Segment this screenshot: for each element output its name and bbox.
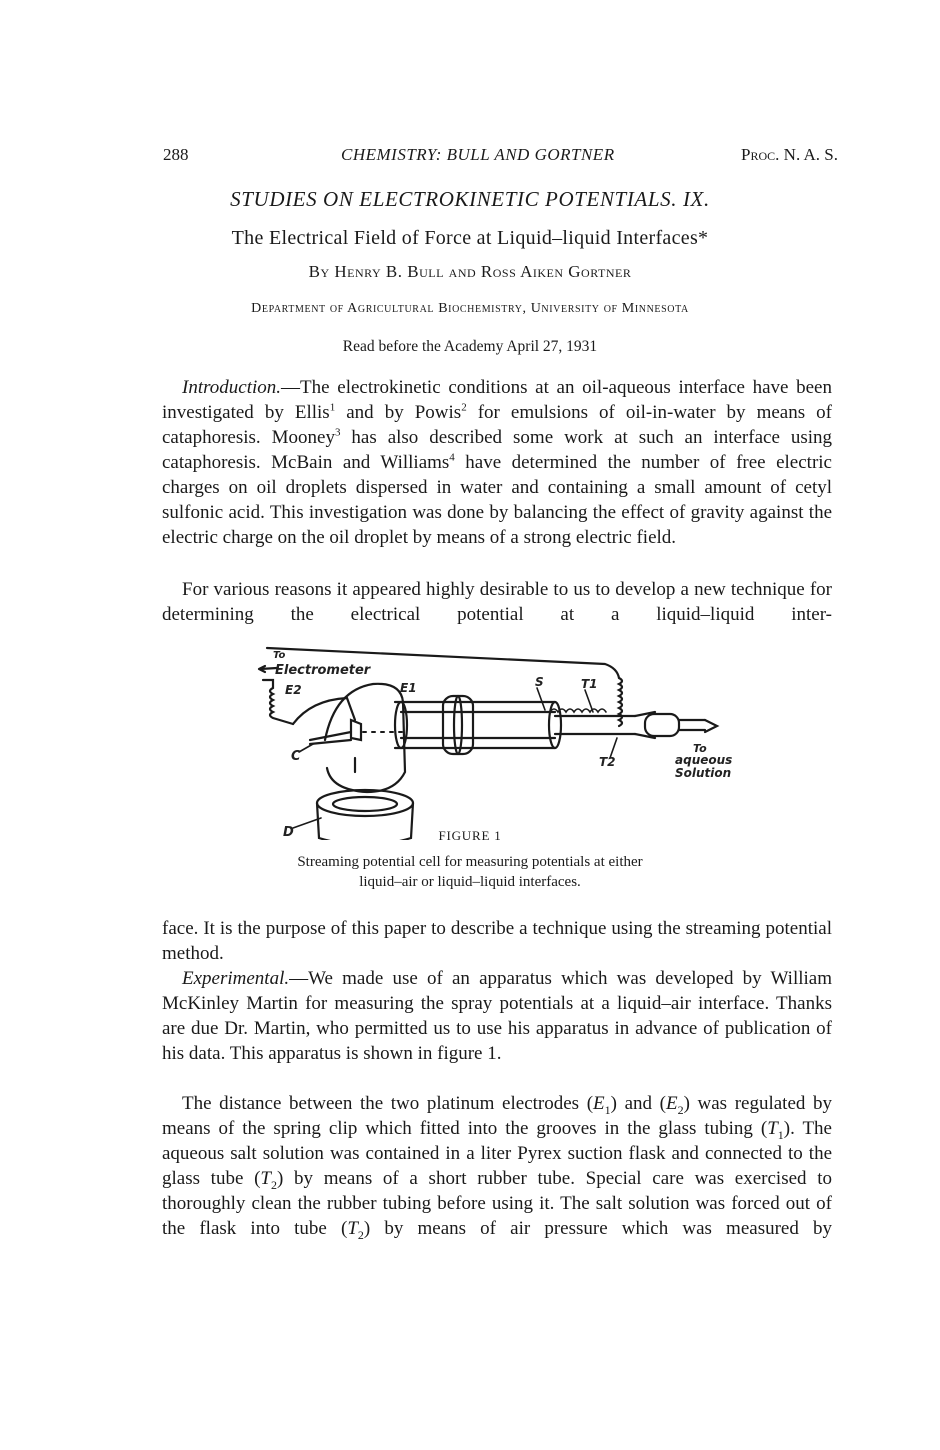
caption-line-2: liquid–air or liquid–liquid interfaces.: [359, 874, 581, 890]
s-pointer: [537, 688, 545, 710]
aqueous-arrow: [705, 720, 717, 732]
glass-tube-t1: [395, 702, 555, 748]
label-to-right: To: [693, 742, 707, 755]
c-pointer: [299, 744, 313, 752]
outlet-pipe: [679, 720, 705, 730]
experimental-heading: Experimental.: [182, 968, 290, 989]
dist-text-3: ) was regulated by means of the spring clip which fitted into the grooves in the glass tubing (: [162, 1093, 832, 1139]
footnote-ref-3[interactable]: 3: [334, 426, 341, 439]
symbol-t2a: T: [260, 1168, 271, 1189]
label-solution: Solution: [675, 766, 732, 780]
label-s: S: [535, 675, 544, 689]
footnote-ref-4[interactable]: 4: [449, 451, 455, 464]
distance-paragraph: [162, 1091, 832, 1241]
intro-text-1: —The electrokinetic conditions at an oil-aqueous interface have been investigated by Ellis: [162, 377, 832, 423]
intro-text-5: have determined the number of free electric charges on oil droplets dispersed in water and containing a small amount of cetyl sulfonic acid. This investigation was done by balancing the effect of gravity against the electric charge on the oil droplet by means of a strong electric field.: [162, 452, 832, 548]
collar-rim: [454, 696, 462, 754]
label-d: D: [283, 825, 294, 840]
intro-text-2: and by Powis: [335, 402, 462, 423]
figure-label: FIGURE 1: [438, 828, 502, 843]
coil-right: [619, 678, 622, 726]
experimental-paragraph: [162, 966, 832, 1066]
affiliation: Department of Agricultural Biochemistry, University of Minnesota: [251, 301, 689, 316]
label-e2: E2: [285, 683, 302, 697]
dist-text-2: ) and (: [610, 1093, 666, 1114]
intro-text-4: has also described some work at such an interface using cataphoresis. McBain and Williams: [162, 427, 833, 473]
tube-end-left: [395, 702, 407, 748]
journal-name: Proc. N. A. S.: [741, 145, 838, 164]
e2-lead: [347, 698, 355, 720]
symbol-t1: T: [767, 1118, 778, 1139]
read-date: Read before the Academy April 27, 1931: [342, 338, 598, 355]
dist-text-4: ). The aqueous salt solution was contained in a liter Pyrex suction flask and connected to the glass tube (: [162, 1118, 832, 1189]
label-c: C: [291, 749, 301, 764]
intro-paragraph: [162, 375, 832, 550]
intro-heading: Introduction.: [182, 377, 282, 398]
dish-inner: [333, 797, 397, 811]
symbol-t2b: T: [347, 1218, 358, 1239]
label-to-top: To: [273, 650, 286, 661]
sub-2b: 2: [271, 1177, 277, 1192]
dist-text-1: The distance between the two platinum electrodes (: [182, 1093, 594, 1114]
tube-collar: [443, 696, 473, 754]
glass-tube-t2: [555, 716, 635, 734]
footnote-ref-1[interactable]: 1: [329, 401, 336, 414]
sub-1b: 1: [777, 1127, 784, 1142]
label-electrometer: Electrometer: [275, 663, 371, 678]
running-title: CHEMISTRY: BULL AND GORTNER: [341, 145, 615, 164]
symbol-e2: E: [665, 1093, 678, 1114]
continuation-paragraph: face. It is the purpose of this paper to describe a technique using the streaming potential method.: [162, 918, 832, 964]
electrode-e2: [351, 720, 361, 740]
label-t1: T1: [581, 677, 598, 691]
page-header: [163, 145, 838, 169]
dist-text-6: ) by means of air pressure which was measured by: [363, 1218, 832, 1239]
label-aqueous: aqueous: [675, 753, 733, 767]
symbol-e1: E: [593, 1093, 605, 1114]
experimental-text: —We made use of an apparatus which was developed by William McKinley Martin for measuring the spray potentials at a liquid–air interface. Thanks are due Dr. Martin, who permitted us to use his apparatus in advance of publication of his data. This apparatus is shown in figure 1.: [162, 968, 832, 1064]
article-title: STUDIES ON ELECTROKINETIC POTENTIALS. IX.: [230, 187, 710, 211]
page-number: 288: [163, 145, 189, 164]
d-pointer: [293, 818, 321, 828]
footnote-ref-2[interactable]: 2: [461, 401, 467, 414]
sub-2c: 2: [357, 1227, 364, 1242]
rubber-tube: [645, 714, 679, 736]
sub-1a: 1: [604, 1102, 611, 1117]
figure-caption: [0, 852, 940, 892]
nozzle: [310, 732, 351, 744]
label-t2: T2: [599, 755, 616, 769]
reasons-paragraph: For various reasons it appeared highly desirable to us to develop a new technique for determining the electrical potential at a liquid–liquid inter-: [162, 579, 832, 625]
caption-line-1: Streaming potential cell for measuring potentials at either: [297, 854, 643, 870]
label-e1: E1: [400, 681, 417, 695]
intro-text-3: for emulsions of oil-in-water by means of cataphoresis. Mooney: [162, 402, 832, 448]
dist-text-5: ) by means of a short rubber tube. Special care was exercised to thoroughly clean the rubber tubing before using it. The salt solution was forced out of the flask into tube (: [162, 1168, 832, 1239]
sub-2a: 2: [677, 1102, 684, 1117]
authors: By Henry B. Bull and Ross Aiken Gortner: [308, 262, 632, 281]
apparatus-figure: [255, 640, 765, 840]
article-subtitle: The Electrical Field of Force at Liquid–liquid Interfaces*: [231, 227, 709, 249]
flask-neck-left: [293, 698, 347, 724]
